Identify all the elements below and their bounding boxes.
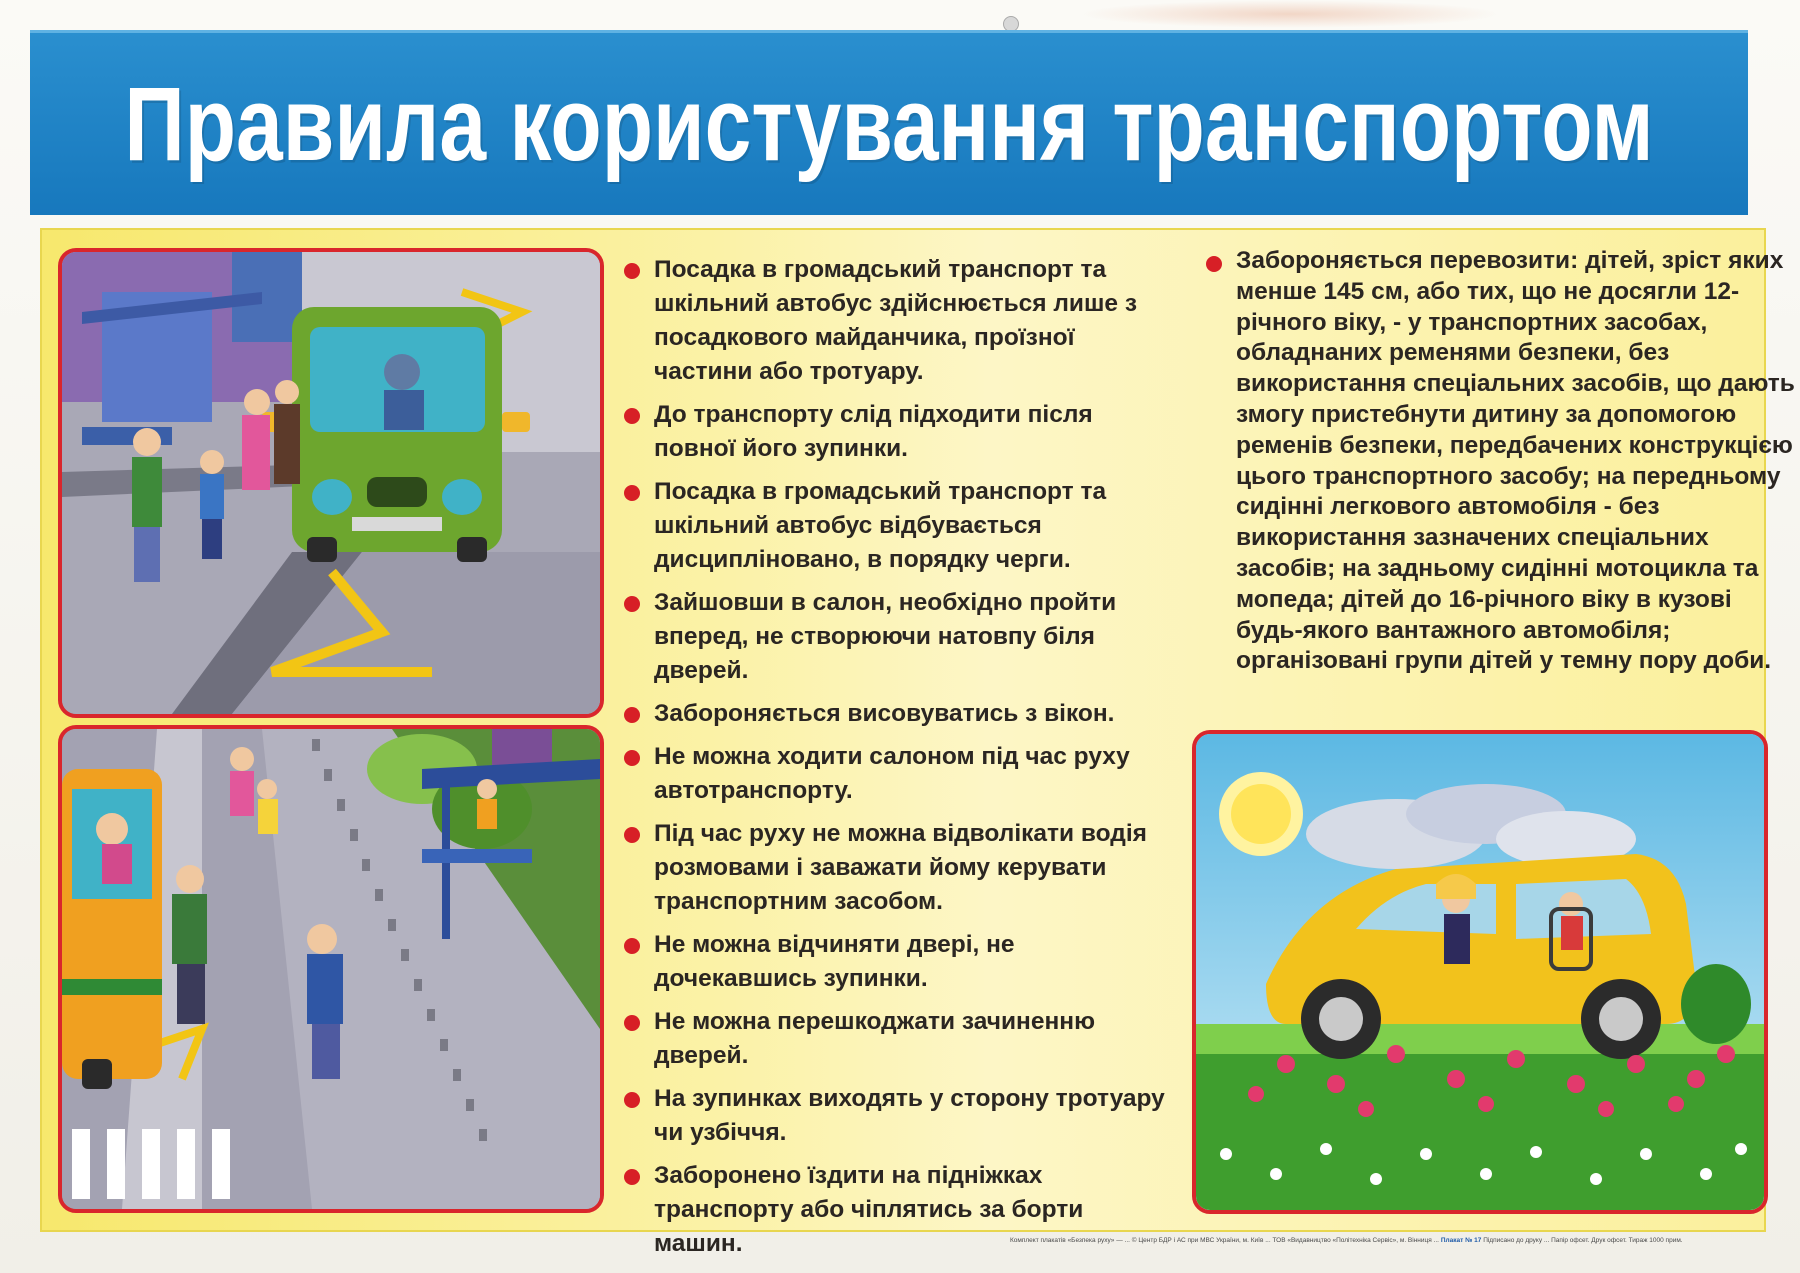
bullet-icon xyxy=(624,485,640,501)
rule-item: Забороняється висовуватись з вікон. xyxy=(620,697,1176,731)
bullet-icon xyxy=(624,408,640,424)
title-band xyxy=(30,30,1748,215)
footer-imprint: Комплект плакатів «Безпека руху» — ... © Центр БДР і АС при МВС України, м. Київ ... ТОВ «Видавництво «Політехніка Сервіс», м. Вінниця ... Плакат № 17 Підписано до друку ... Папір офсет. Друк офсет. Тираж 1000 прим. xyxy=(1010,1237,1683,1244)
paper-stain xyxy=(1080,0,1500,28)
bullet-icon xyxy=(624,1092,640,1108)
bullet-icon xyxy=(624,750,640,766)
bullet-icon xyxy=(624,1169,640,1185)
bullet-icon xyxy=(1206,256,1222,272)
illustration-bus-boarding xyxy=(58,248,604,718)
rule-item: Посадка в громадський транспорт та шкільний автобус відбувається дисципліновано, в порядку черги. xyxy=(620,475,1176,577)
illustration-bus-exit xyxy=(58,725,604,1213)
bullet-icon xyxy=(624,1015,640,1031)
rule-item: Не можна перешкоджати зачиненню дверей. xyxy=(620,1005,1176,1073)
rule-child-transport: Забороняється перевозити: дітей, зріст яких менше 145 см, або тих, що не досягли 12-річного віку, - у транспортних засобах, обладнаних ременями безпеки, без використання спеціальних засобів, що дають змогу пристебнути дитину за допомогою ременів безпеки, передбачених конструкцією цього транспортного засобу; на передньому сидінні легкового автомобіля - без використання зазначених спеціальних засобів; на задньому сидінні мотоцикла та мопеда; дітей до 16-річного віку в кузові будь-якого вантажного автомобіля; організовані групи дітей у темну пору доби. xyxy=(1206,246,1796,677)
bullet-icon xyxy=(624,263,640,279)
bullet-icon xyxy=(624,938,640,954)
rule-item: Під час руху не можна відволікати водія розмовами і заважати йому керувати транспортним засобом. xyxy=(620,817,1176,919)
rules-list xyxy=(620,253,1176,1270)
bullet-icon xyxy=(624,707,640,723)
rule-item: До транспорту слід підходити після повної його зупинки. xyxy=(620,398,1176,466)
rule-item: Не можна ходити салоном під час руху автотранспорту. xyxy=(620,740,1176,808)
bullet-icon xyxy=(624,827,640,843)
rule-item: Зайшовши в салон, необхідно пройти вперед, не створюючи натовпу біля дверей. xyxy=(620,586,1176,688)
poster-number: Плакат № 17 xyxy=(1440,1237,1482,1244)
rule-item: На зупинках виходять у сторону тротуару чи узбіччя. xyxy=(620,1082,1176,1150)
page-title: Правила користування транспортом xyxy=(124,64,1654,183)
rule-item: Не можна відчиняти двері, не дочекавшись зупинки. xyxy=(620,928,1176,996)
rule-item: Заборонено їздити на підніжках транспорту або чіплятись за борти машин. xyxy=(620,1159,1176,1261)
rule-item: Посадка в громадський транспорт та шкільний автобус здійснюється лише з посадкового майданчика, проїзної частини або тротуару. xyxy=(620,253,1176,389)
illustration-car-child-seat xyxy=(1192,730,1768,1214)
bullet-icon xyxy=(624,596,640,612)
